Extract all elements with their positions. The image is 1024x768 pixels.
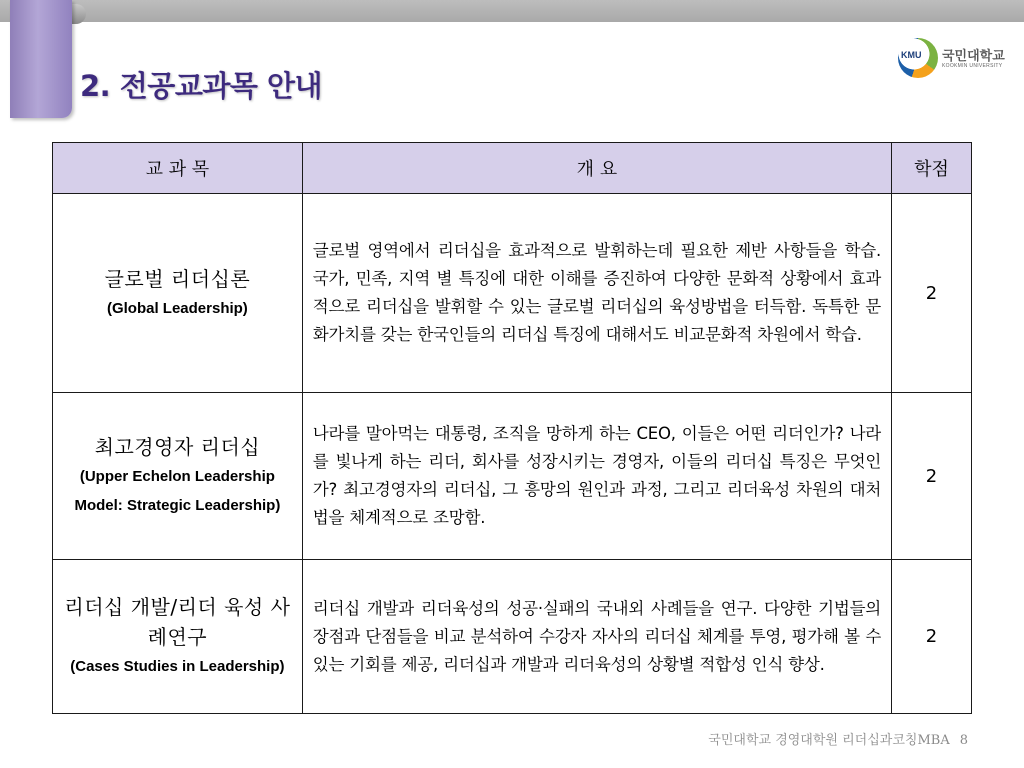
course-name-english: (Upper Echelon Leadership Model: Strategic Leadership): [74, 468, 281, 514]
course-name-english: (Cases Studies in Leadership): [70, 658, 285, 675]
slide-footer: [708, 729, 968, 748]
course-summary: 나라를 말아먹는 대통령, 조직을 망하게 하는 CEO, 이들은 어떤 리더인가? 나라를 빛나게 하는 리더, 회사를 성장시키는 경영자, 이들의 리더십 특징은 무엇인가? 최고경영자의 리더십, 그 흥망의 원인과 과정, 그리고 리더육성 차원의 대처법을 체계적으로 조망함.: [302, 393, 891, 560]
page-number: 8: [959, 733, 968, 748]
logo-subtitle: KOOKMIN UNIVERSITY: [942, 63, 1003, 69]
footer-text: 국민대학교 경영대학원 리더십과코칭MBA: [708, 733, 950, 748]
course-name-korean: 글로벌 리더십론: [104, 266, 251, 291]
course-name-cell: [53, 194, 303, 393]
kmu-emblem-icon: KMU: [898, 38, 938, 78]
table-row: [53, 194, 972, 393]
course-summary: 글로벌 영역에서 리더십을 효과적으로 발휘하는데 필요한 제반 사항들을 학습. 국가, 민족, 지역 별 특징에 대한 이해를 증진하여 다양한 문화적 상황에서 효과적으로 리더십을 발휘할 수 있는 글로벌 리더십의 육성방법을 터득함. 독특한 문화가치를 갖는 한국인들의 리더십 특징에 대해서도 비교문화적 차원에서 학습.: [302, 194, 891, 393]
course-summary: 리더십 개발과 리더육성의 성공·실패의 국내외 사례들을 연구. 다양한 기법들의 장점과 단점들을 비교 분석하여 수강자 자사의 리더십 체계를 투영, 평가해 볼 수 있는 기회를 제공, 리더십과 개발과 리더육성의 상황별 적합성 인식 향상.: [302, 560, 891, 714]
table-header-row: [53, 143, 972, 194]
course-table: [52, 142, 972, 714]
top-bar: [0, 0, 1024, 22]
course-name-korean: 리더십 개발/리더 육성 사례연구: [64, 595, 291, 649]
table-row: [53, 393, 972, 560]
course-name-korean: 최고경영자 리더십: [94, 435, 261, 459]
title-scroll-decoration: [10, 0, 72, 118]
course-name-cell: [53, 393, 303, 560]
course-name-cell: [53, 560, 303, 714]
course-credits: 2: [892, 560, 972, 714]
page-title: 2. 전공교과목 안내: [80, 69, 322, 103]
table-row: [53, 560, 972, 714]
university-logo: [898, 38, 1016, 78]
header-credits: 학점: [892, 143, 972, 194]
header-summary: 개 요: [302, 143, 891, 194]
course-credits: 2: [892, 393, 972, 560]
header-course: 교 과 목: [53, 143, 303, 194]
course-name-english: (Global Leadership): [106, 299, 248, 317]
course-credits: 2: [892, 194, 972, 393]
logo-name: 국민대학교: [942, 49, 1005, 64]
